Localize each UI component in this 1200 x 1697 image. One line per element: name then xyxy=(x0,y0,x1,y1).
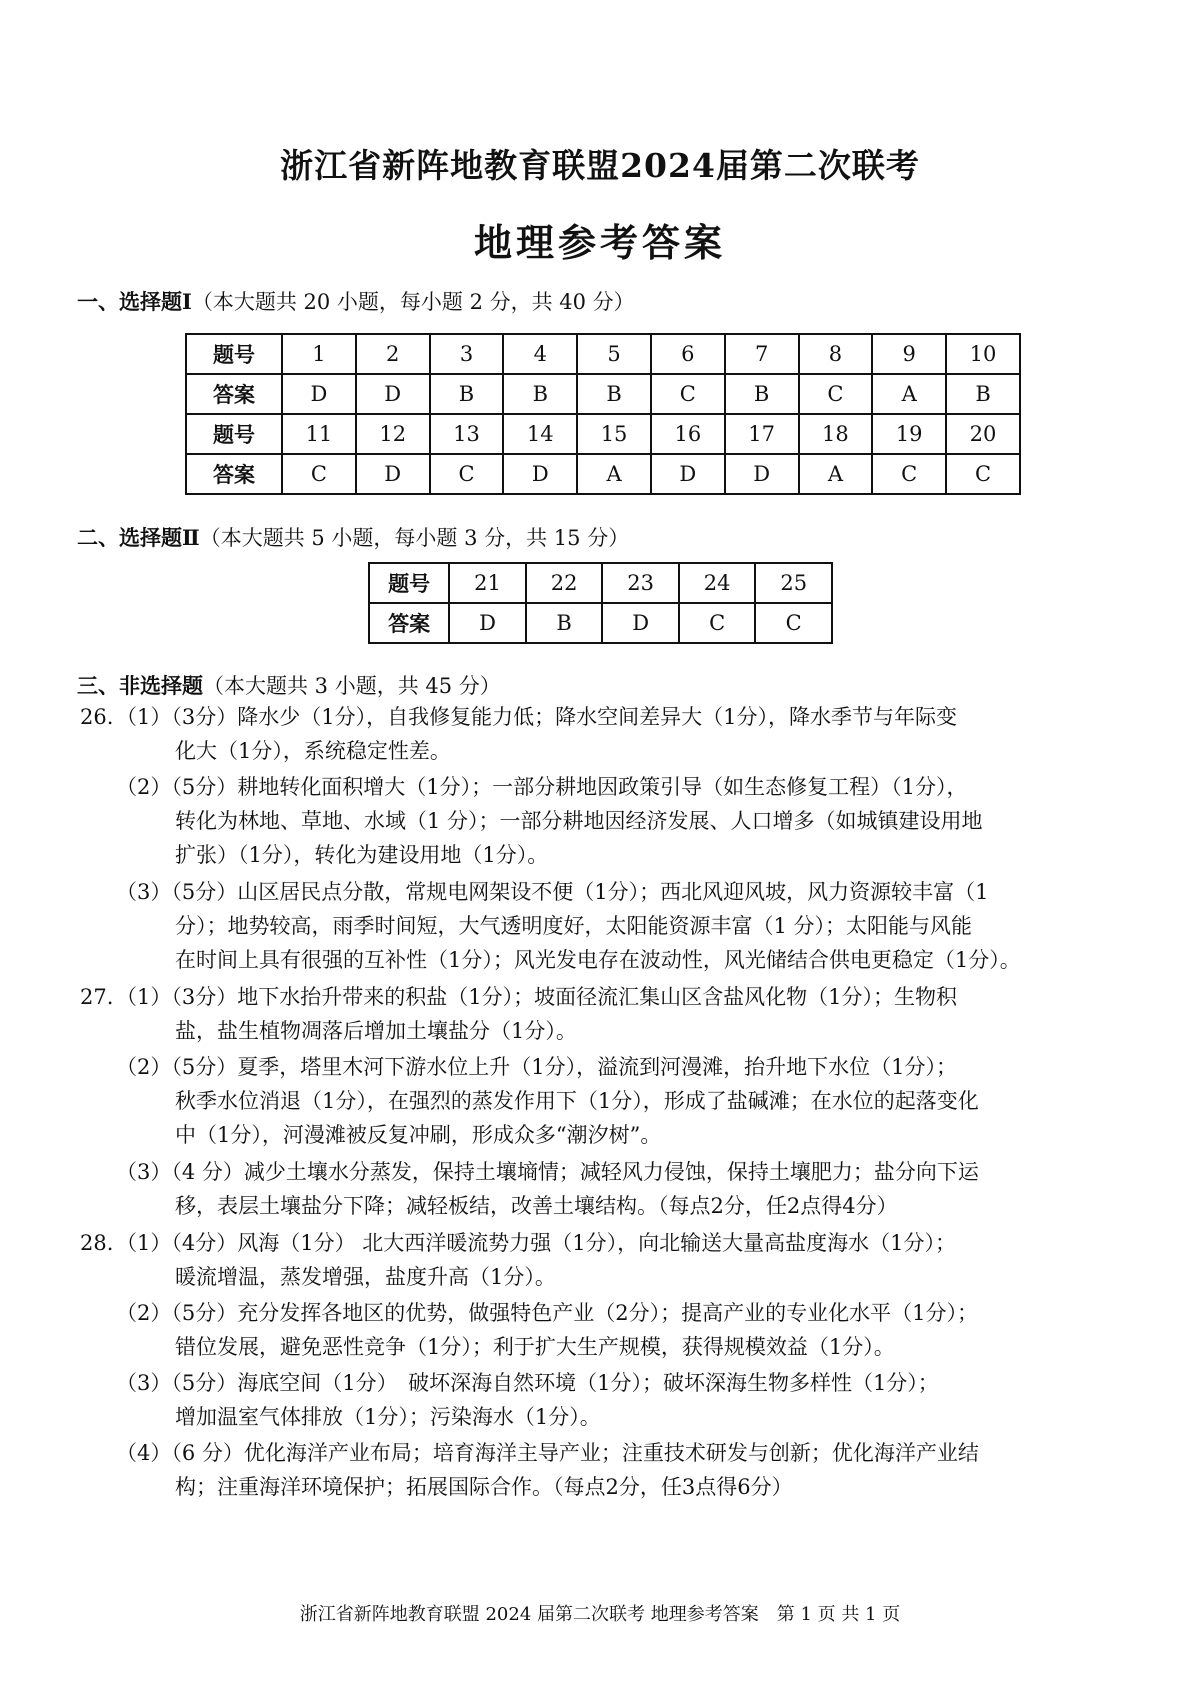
table-row xyxy=(369,603,832,643)
section-3-heading xyxy=(77,670,501,700)
answer-text-line: （2）（5分）耕地转化面积增大（1分）；一部分耕地因政策引导（如生态修复工程）（1分）， xyxy=(116,775,968,799)
answer-cell: D xyxy=(651,454,725,494)
answer-cell: D xyxy=(725,454,799,494)
answer-text-line: 秋季水位消退（1分），在强烈的蒸发作用下（1分），形成了盐碱滩；在水位的起落变化 xyxy=(175,1089,979,1113)
question-number: 16 xyxy=(651,414,725,454)
answer-text-line: 盐，盐生植物凋落后增加土壤盐分（1分）。 xyxy=(175,1019,577,1043)
answer-text-line: 在时间上具有很强的互补性（1分）；风光发电存在波动性，风光储结合供电更稳定（1分）。 xyxy=(175,948,1021,972)
question-number: 5 xyxy=(577,334,651,374)
answer-cell: C xyxy=(946,454,1020,494)
table-row xyxy=(186,454,1020,494)
question-label: 题号 xyxy=(186,414,282,454)
answer-cell: D xyxy=(356,454,430,494)
answer-text-line: （4）（6 分）优化海洋产业布局；培育海洋主导产业；注重技术研发与创新；优化海洋产业结 xyxy=(116,1441,979,1465)
answer-text-line: 增加温室气体排放（1分）；污染海水（1分）。 xyxy=(175,1405,601,1429)
answer-cell: B xyxy=(577,374,651,414)
question-27-number: 27. xyxy=(80,985,114,1009)
question-28-number: 28. xyxy=(80,1231,114,1255)
answer-cell: D xyxy=(449,603,526,643)
answer-cell: C xyxy=(430,454,504,494)
table-row xyxy=(186,374,1020,414)
question-number: 10 xyxy=(946,334,1020,374)
answer-cell: C xyxy=(799,374,873,414)
section-1-note: （本大题共 20 小题，每小题 2 分，共 40 分） xyxy=(191,290,635,314)
question-number: 25 xyxy=(755,563,832,603)
answer-cell: B xyxy=(946,374,1020,414)
section-1-heading xyxy=(77,286,635,316)
question-number: 23 xyxy=(602,563,679,603)
answer-label: 答案 xyxy=(186,374,282,414)
table-row xyxy=(369,563,832,603)
question-number: 13 xyxy=(430,414,504,454)
answer-text-line: （3）（5分）山区居民点分散，常规电网架设不便（1分）；西北风迎风坡，风力资源较丰富（1 xyxy=(116,880,989,904)
question-number: 2 xyxy=(356,334,430,374)
answer-table-2 xyxy=(368,562,833,644)
answer-label: 答案 xyxy=(369,603,449,643)
answer-text-line: 中（1分），河漫滩被反复冲刷，形成众多“潮汐树”。 xyxy=(175,1123,662,1147)
section-3-note: （本大题共 3 小题，共 45 分） xyxy=(203,674,501,698)
answer-text-line: 扩张）（1分），转化为建设用地（1分）。 xyxy=(175,843,549,867)
answer-text-line: （1）（3分）地下水抬升带来的积盐（1分）；坡面径流汇集山区含盐风化物（1分）；生物积 xyxy=(116,985,957,1009)
table-row xyxy=(186,334,1020,374)
answer-text-line: 构；注重海洋环境保护；拓展国际合作。（每点2分，任3点得6分） xyxy=(175,1475,793,1499)
answer-cell: B xyxy=(725,374,799,414)
question-number: 4 xyxy=(503,334,577,374)
section-1-title: 一、选择题Ⅰ xyxy=(77,289,192,314)
question-number: 17 xyxy=(725,414,799,454)
answer-cell: D xyxy=(282,374,356,414)
question-label: 题号 xyxy=(186,334,282,374)
document-subtitle: 地理参考答案 xyxy=(473,220,726,265)
answer-text-line: （2）（5分）夏季，塔里木河下游水位上升（1分），溢流到河漫滩，抬升地下水位（1分）； xyxy=(116,1055,957,1079)
question-number: 3 xyxy=(430,334,504,374)
question-number: 12 xyxy=(356,414,430,454)
section-3-title: 三、非选择题 xyxy=(77,673,203,698)
page-footer: 浙江省新阵地教育联盟 2024 届第二次联考 地理参考答案 第 1 页 共 1 页 xyxy=(299,1604,901,1625)
question-26-number: 26. xyxy=(80,705,114,729)
answer-cell: D xyxy=(602,603,679,643)
question-number: 19 xyxy=(872,414,946,454)
question-label: 题号 xyxy=(369,563,449,603)
answer-table-1 xyxy=(185,333,1021,495)
answer-cell: C xyxy=(872,454,946,494)
question-number: 22 xyxy=(526,563,603,603)
question-number: 15 xyxy=(577,414,651,454)
answer-cell: B xyxy=(503,374,577,414)
answer-cell: A xyxy=(799,454,873,494)
answer-text-line: 转化为林地、草地、水域（1 分）；一部分耕地因经济发展、人口增多（如城镇建设用地 xyxy=(175,809,983,833)
question-number: 18 xyxy=(799,414,873,454)
answer-cell: C xyxy=(755,603,832,643)
question-number: 6 xyxy=(651,334,725,374)
question-number: 24 xyxy=(679,563,756,603)
table-row xyxy=(186,414,1020,454)
answer-cell: B xyxy=(526,603,603,643)
question-number: 9 xyxy=(872,334,946,374)
question-number: 21 xyxy=(449,563,526,603)
answer-text-line: （1）（3分）降水少（1分），自我修复能力低；降水空间差异大（1分），降水季节与年际变 xyxy=(116,705,957,729)
answer-cell: B xyxy=(430,374,504,414)
question-number: 14 xyxy=(503,414,577,454)
answer-cell: A xyxy=(872,374,946,414)
question-number: 8 xyxy=(799,334,873,374)
answer-text-line: （1）（4分）风海（1分） 北大西洋暖流势力强（1分），向北输送大量高盐度海水（1分）； xyxy=(116,1231,956,1255)
question-number: 7 xyxy=(725,334,799,374)
question-number: 20 xyxy=(946,414,1020,454)
answer-cell: D xyxy=(356,374,430,414)
answer-cell: A xyxy=(577,454,651,494)
answer-cell: D xyxy=(503,454,577,494)
answer-text-line: 错位发展，避免恶性竞争（1分）；利于扩大生产规模，获得规模效益（1分）。 xyxy=(175,1335,895,1359)
answer-cell: C xyxy=(679,603,756,643)
answer-cell: C xyxy=(651,374,725,414)
answer-text-line: （3）（5分）海底空间（1分） 破坏深海自然环境（1分）；破坏深海生物多样性（1分）； xyxy=(116,1371,939,1395)
answer-text-line: （2）（5分）充分发挥各地区的优势，做强特色产业（2分）；提高产业的专业化水平（1分）； xyxy=(116,1301,978,1325)
answer-label: 答案 xyxy=(186,454,282,494)
answer-text-line: 移，表层土壤盐分下降；减轻板结，改善土壤结构。（每点2分，任2点得4分） xyxy=(175,1194,898,1218)
question-number: 1 xyxy=(282,334,356,374)
answer-cell: C xyxy=(282,454,356,494)
answer-text-line: 分）；地势较高，雨季时间短，大气透明度好，太阳能资源丰富（1 分）；太阳能与风能 xyxy=(175,914,973,938)
section-2-note: （本大题共 5 小题，每小题 3 分，共 15 分） xyxy=(199,526,630,550)
answer-text-line: 化大（1分），系统稳定性差。 xyxy=(175,739,451,763)
document-title: 浙江省新阵地教育联盟2024届第二次联考 xyxy=(280,146,920,185)
question-number: 11 xyxy=(282,414,356,454)
answer-text-line: （3）（4 分）减少土壤水分蒸发，保持土壤墒情；减轻风力侵蚀，保持土壤肥力；盐分向下运 xyxy=(116,1160,979,1184)
answer-text-line: 暖流增温，蒸发增强，盐度升高（1分）。 xyxy=(175,1265,556,1289)
section-2-heading xyxy=(77,522,629,552)
section-2-title: 二、选择题Ⅱ xyxy=(77,525,200,550)
